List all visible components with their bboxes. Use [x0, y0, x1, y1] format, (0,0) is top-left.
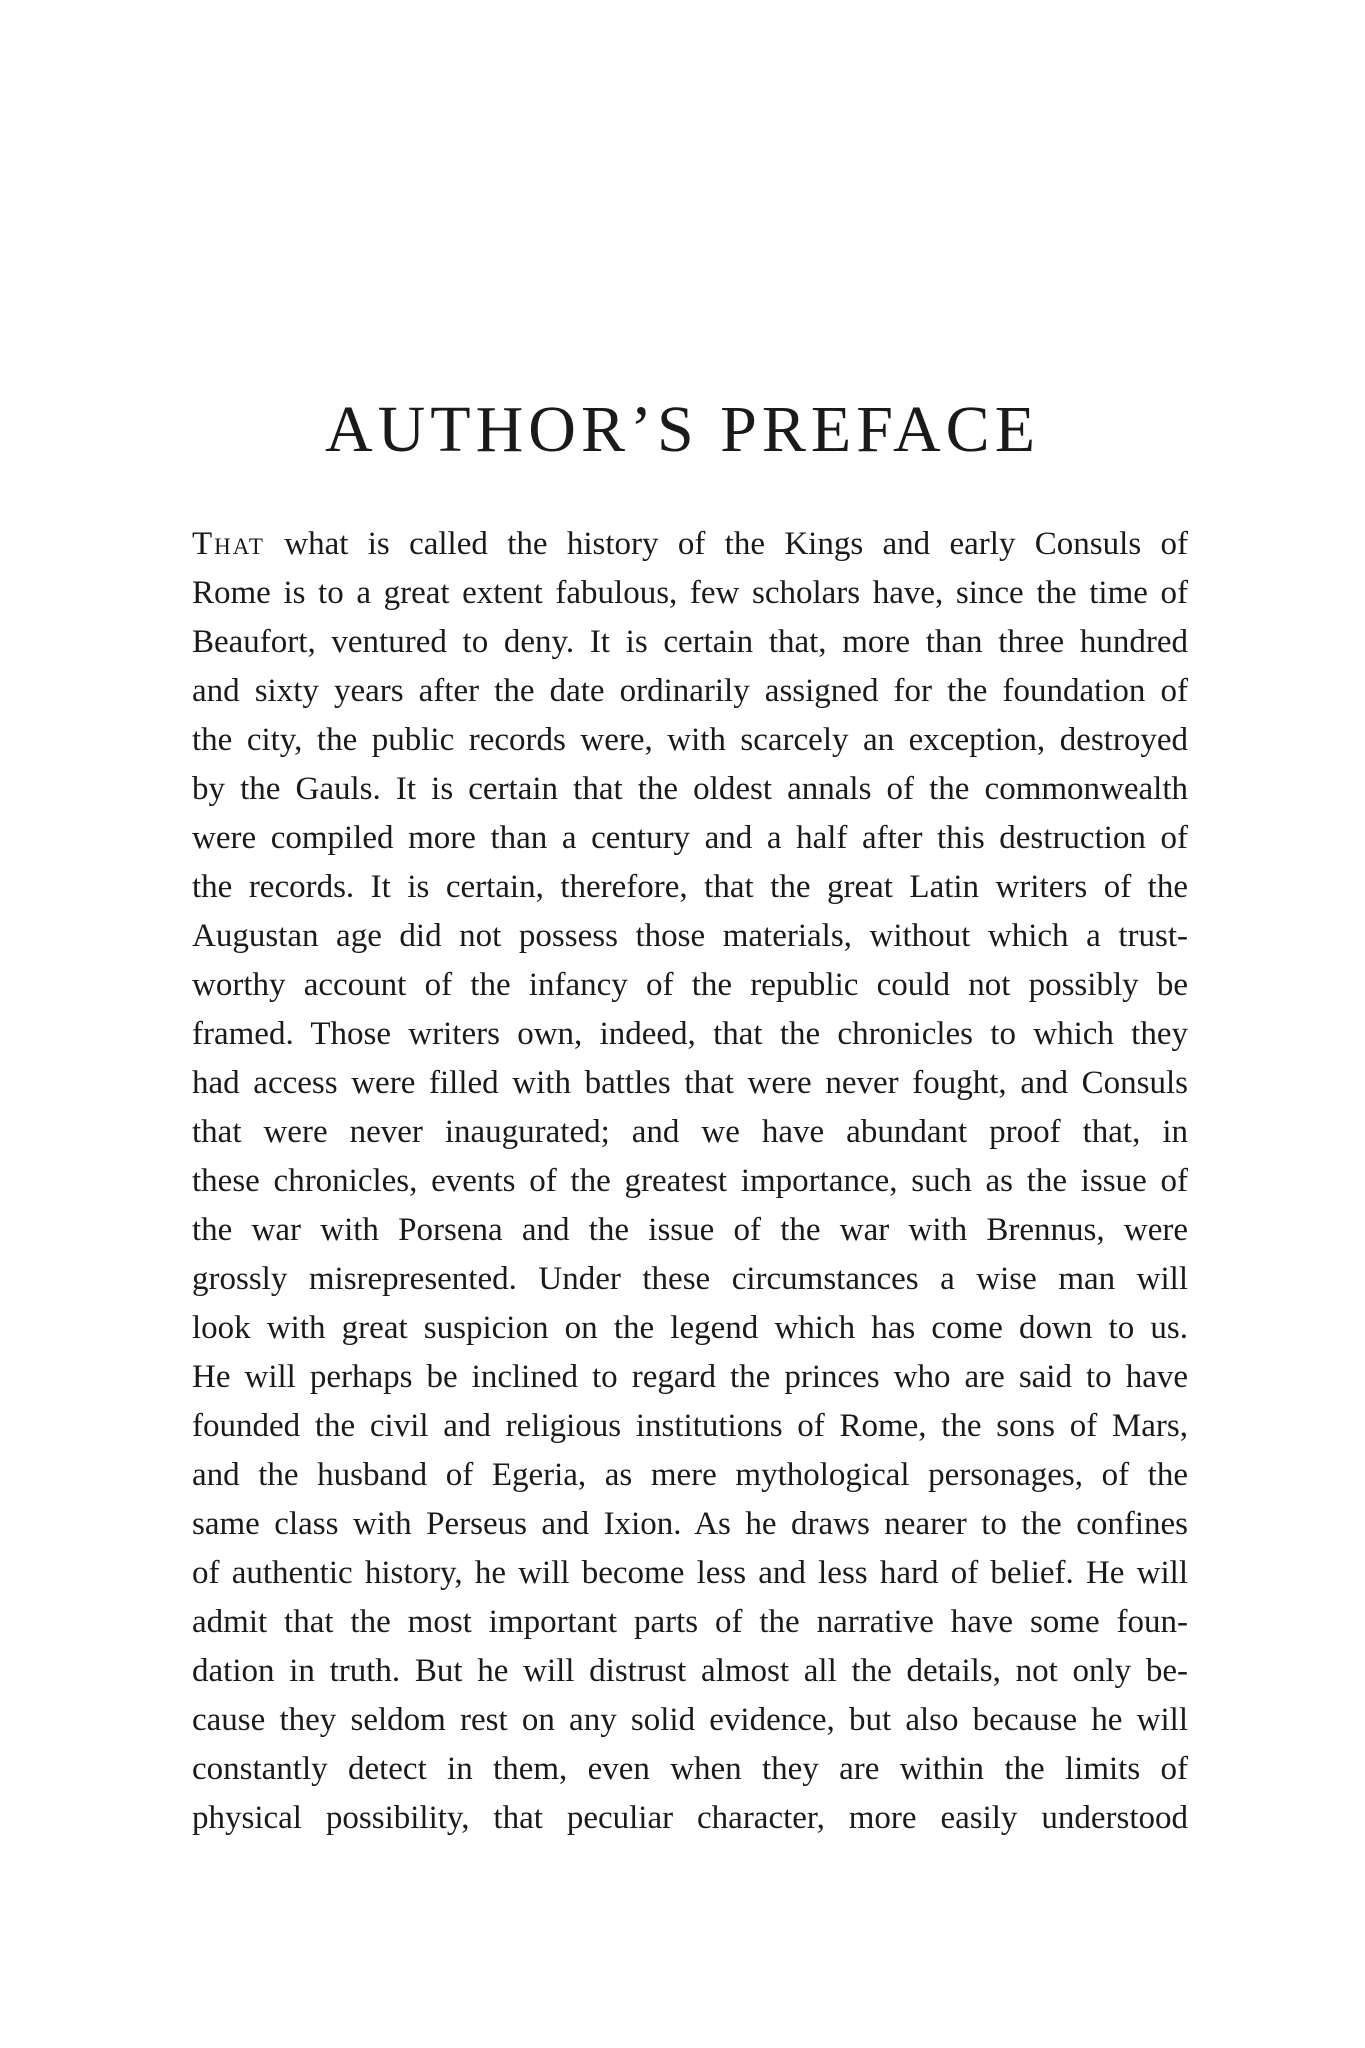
text-line: these chronicles, events of the greatest importance, such as the issue of [192, 1163, 1188, 1199]
text-line: of authentic history, he will become less and less hard of belief. He will [192, 1555, 1188, 1591]
text-line: Augustan age did not possess those materials, without which a trust- [192, 918, 1188, 954]
text-line: and sixty years after the date ordinarily assigned for the foundation of [192, 673, 1188, 709]
text-line: had access were filled with battles that were never fought, and Consuls [192, 1065, 1188, 1101]
text-line: the war with Porsena and the issue of the war with Brennus, were [192, 1212, 1188, 1248]
text-line: constantly detect in them, even when they are within the limits of [192, 1751, 1188, 1787]
text-line: Rome is to a great extent fabulous, few scholars have, since the time of [192, 575, 1188, 611]
text-line: admit that the most important parts of the narrative have some foun- [192, 1604, 1188, 1640]
text-line: That what is called the history of the Kings and early Consuls of [192, 526, 1188, 562]
text-line: physical possibility, that peculiar character, more easily understood [192, 1800, 1188, 1836]
text-line: same class with Perseus and Ixion. As he draws nearer to the confines [192, 1506, 1188, 1542]
text-line: Beaufort, ventured to deny. It is certain that, more than three hundred [192, 624, 1188, 660]
lead-word: That [192, 526, 265, 562]
preface-paragraph [192, 520, 1188, 1843]
text-line: by the Gauls. It is certain that the oldest annals of the commonwealth [192, 771, 1188, 807]
text-line: framed. Those writers own, indeed, that the chronicles to which they [192, 1016, 1188, 1052]
text-line: the records. It is certain, therefore, that the great Latin writers of the [192, 869, 1188, 905]
text-line: cause they seldom rest on any solid evidence, but also because he will [192, 1702, 1188, 1738]
text-line: grossly misrepresented. Under these circumstances a wise man will [192, 1261, 1188, 1297]
text-line: look with great suspicion on the legend which has come down to us. [192, 1310, 1188, 1346]
text-line: worthy account of the infancy of the republic could not possibly be [192, 967, 1188, 1003]
text-line: He will perhaps be inclined to regard the princes who are said to have [192, 1359, 1188, 1395]
text-line: and the husband of Egeria, as mere mythological personages, of the [192, 1457, 1188, 1493]
text-line: were compiled more than a century and a half after this destruction of [192, 820, 1188, 856]
page-title: AUTHOR’S PREFACE [324, 393, 1041, 466]
text-line: dation in truth. But he will distrust almost all the details, not only be- [192, 1653, 1188, 1689]
text-line: the city, the public records were, with scarcely an exception, destroyed [192, 722, 1188, 758]
text-line: that were never inaugurated; and we have abundant proof that, in [192, 1114, 1188, 1150]
text-line: founded the civil and religious institutions of Rome, the sons of Mars, [192, 1408, 1188, 1444]
